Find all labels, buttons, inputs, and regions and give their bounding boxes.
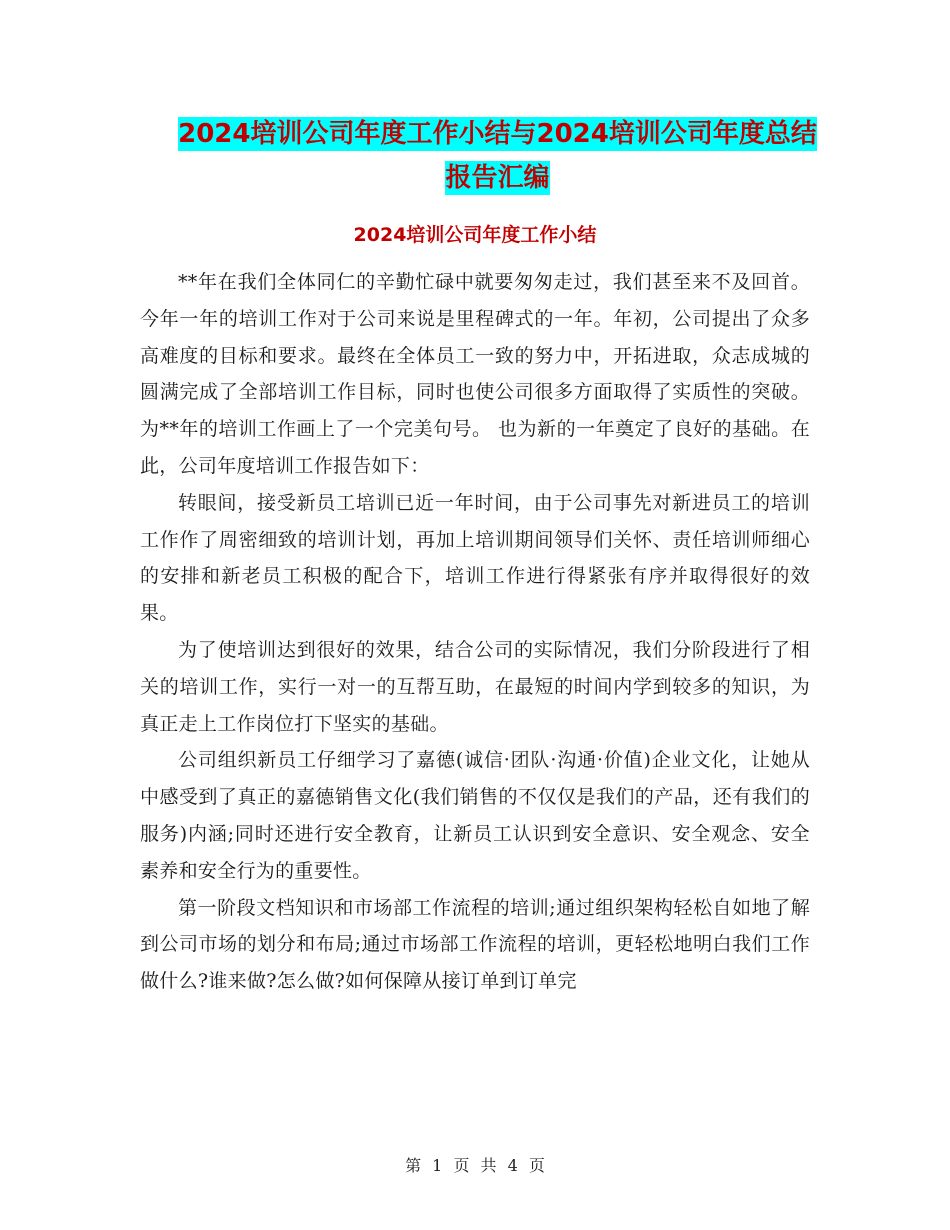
document-title-line1: 2024培训公司年度工作小结与2024培训公司年度总结 [178, 119, 817, 149]
section-title: 2024培训公司年度工作小结 [353, 224, 597, 246]
paragraph: 转眼间，接受新员工培训已近一年时间，由于公司事先对新进员工的培训工作作了周密细致的培训计划，再加上培训期间领导们关怀、责任培训师细心的安排和新老员工积极的配合下，培训工作进行得紧张有序并取得很好的效果。 [140, 491, 810, 625]
document-title [120, 112, 875, 200]
paragraph: 第一阶段文档知识和市场部工作流程的培训;通过组织架构轻松自如地了解到公司市场的划分和布局;通过市场部工作流程的培训，更轻松地明白我们工作做什么?谁来做?怎么做?如何保障从接订单到订单完 [140, 896, 810, 993]
paragraph: 公司组织新员工仔细学习了嘉德(诚信·团队·沟通·价值)企业文化，让她从中感受到了真正的嘉德销售文化(我们销售的不仅仅是我们的产品，还有我们的服务)内涵;同时还进行安全教育，让新员工认识到安全意识、安全观念、安全素养和安全行为的重要性。 [140, 749, 810, 882]
page-footer: 第 1 页 共 4 页 [405, 1156, 545, 1175]
document-body [140, 264, 810, 1000]
document-title-line2: 报告汇编 [445, 163, 550, 193]
paragraph: **年在我们全体同仁的辛勤忙碌中就要匆匆走过，我们甚至来不及回首。今年一年的培训工作对于公司来说是里程碑式的一年。年初，公司提出了众多高难度的目标和要求。最终在全体员工一致的努力中，开拓进取，众志成城的圆满完成了全部培训工作目标，同时也使公司很多方面取得了实质性的突破。为**年的培训工作画上了一个完美句号。 也为新的一年奠定了良好的基础。在此，公司年度培训工作报告如下： [140, 271, 810, 477]
paragraph: 为了使培训达到很好的效果，结合公司的实际情况，我们分阶段进行了相关的培训工作，实行一对一的互帮互助，在最短的时间内学到较多的知识，为真正走上工作岗位打下坚实的基础。 [140, 638, 810, 735]
